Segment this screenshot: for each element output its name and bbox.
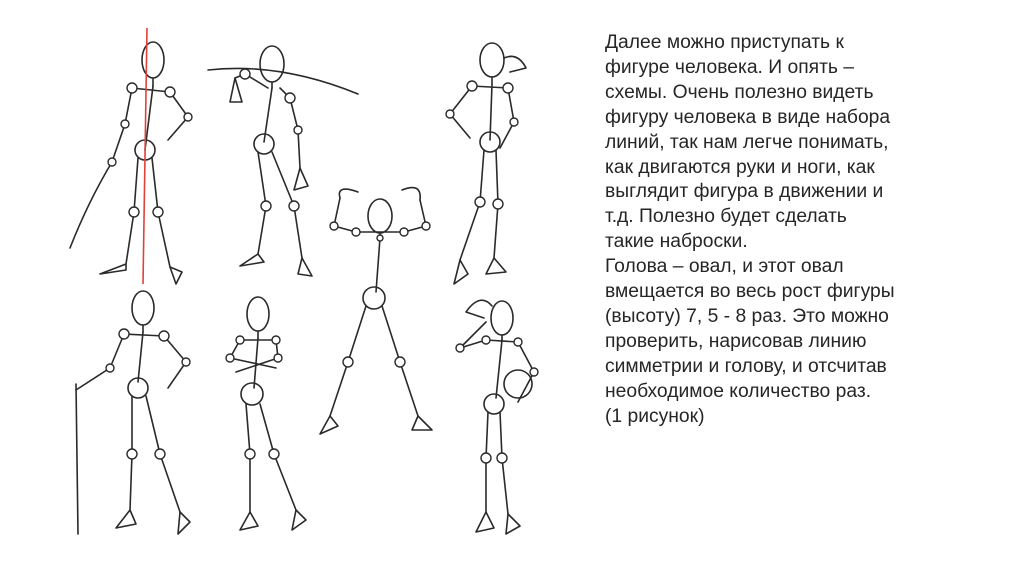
text-line: т.д. Полезно будет сделать [605,206,847,228]
text-line: выглядит фигура в движении и [605,181,884,203]
text-line: (высоту) 7, 5 - 8 раз. Это можно [605,305,889,327]
figure-5 [76,291,190,534]
description-text [605,31,995,430]
text-line: линий, так нам легче понимать, [605,131,889,153]
text-line: необходимое количество раз. [605,380,872,402]
text-line: вмещается во весь рост фигуры [605,281,895,303]
figure-1 [70,42,192,284]
text-line: такие наброски. [605,231,748,253]
symmetry-guide-line [143,28,147,284]
text-line: (1 рисунок) [605,405,705,427]
stick-figures-svg [40,22,570,552]
text-line: схемы. Очень полезно видеть [605,81,874,103]
text-line: как двигаются руки и ноги, как [605,156,875,178]
stick-figure-illustration [40,22,570,552]
text-line: фигуру человека в виде набора [605,106,891,128]
text-line: симметрии и голову, и отсчитав [605,355,887,377]
text-line: фигуре человека. И опять – [605,56,855,78]
text-line: Далее можно приступать к [605,32,844,53]
figure-2 [208,46,358,276]
figure-4 [320,188,432,434]
text-line: Голова – овал, и этот овал [605,256,844,278]
text-line: проверить, нарисовав линию [605,330,867,352]
figure-6 [226,297,306,530]
figure-3 [446,43,526,284]
figure-7 [456,300,538,534]
